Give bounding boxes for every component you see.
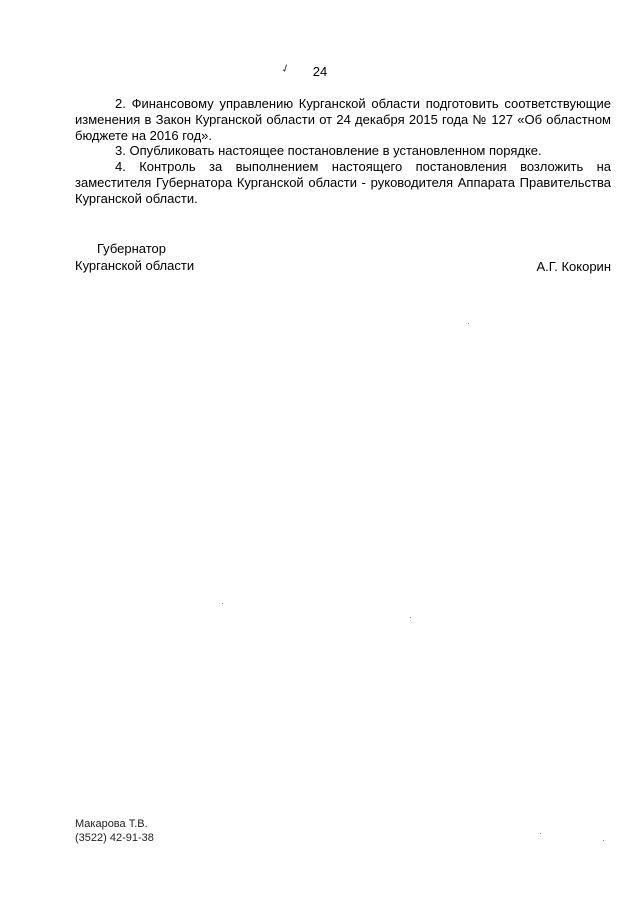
scan-speck bbox=[222, 603, 223, 604]
scan-speck bbox=[603, 840, 604, 841]
page-number: 24 bbox=[312, 64, 328, 79]
handwritten-check-mark: ✓ bbox=[279, 61, 293, 77]
signatory-position-line2: Курганской области bbox=[75, 258, 195, 273]
document-body bbox=[75, 96, 611, 207]
paragraph-3: 3. Опубликовать настоящее постановление в установленном порядке. bbox=[115, 143, 542, 159]
signatory-name: А.Г. Кокорин bbox=[536, 259, 611, 274]
executor-phone: (3522) 42-91-38 bbox=[75, 831, 154, 844]
scan-speck bbox=[468, 323, 469, 324]
signatory-position bbox=[75, 240, 194, 274]
signatory-position-line1: Губернатор bbox=[97, 241, 166, 256]
paragraph-4: 4. Контроль за выполнением настоящего постановления возложить на заместителя Губернатора Курганской области - руководителя Аппарата Правительства Курганской области. bbox=[75, 159, 611, 206]
executor-name: Макарова Т.В. bbox=[75, 818, 148, 830]
paragraph-2: 2. Финансовому управлению Курганской области подготовить соответствующие изменения в Закон Курганской области от 24 декабря 2015 года № 127 «Об областном бюджете на 2016 год». bbox=[75, 96, 611, 143]
scan-speck bbox=[540, 833, 541, 834]
executor-info bbox=[75, 818, 154, 845]
scan-speck bbox=[410, 617, 411, 618]
